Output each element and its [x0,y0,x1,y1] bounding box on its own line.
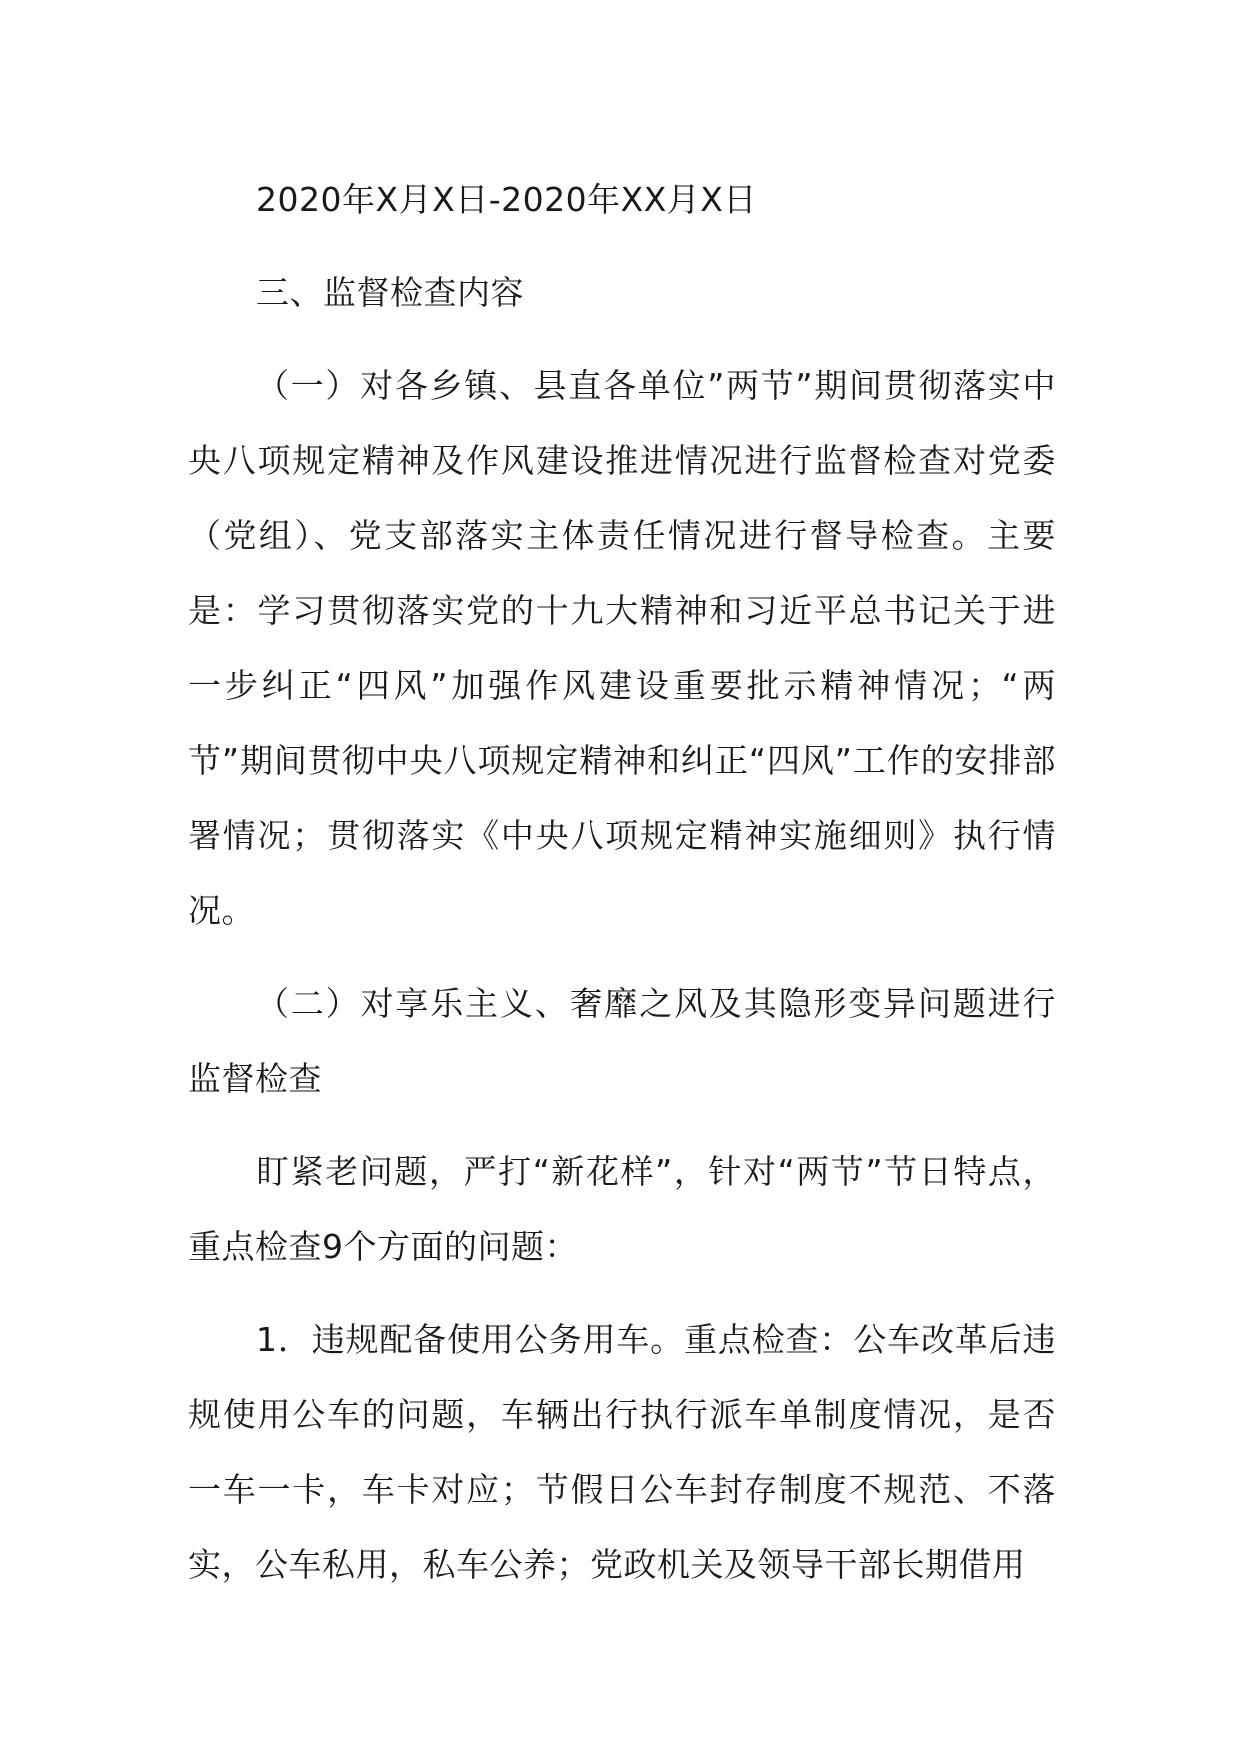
document-body [188,162,1056,1602]
paragraph-point-1: 1．违规配备使用公务用车。重点检查：公车改革后违规使用公车的问题，车辆出行执行派车单制度情况，是否一车一卡，车卡对应；节假日公车封存制度不规范、不落实，公车私用，私车公养；党政机关及领导干部长期借用 [188,1320,1056,1584]
paragraph-item-1: （一）对各乡镇、县直各单位”两节”期间贯彻落实中央八项规定精神及作风建设推进情况进行监督检查对党委（党组）、党支部落实主体责任情况进行督导检查。主要是：学习贯彻落实党的十九大精神和习近平总书记关于进一步纠正“四风”加强作风建设重要批示精神情况；“两节”期间贯彻中央八项规定精神和纠正“四风”工作的安排部署情况；贯彻落实《中央八项规定精神实施细则》执行情况。 [188,366,1056,930]
paragraph-intro: 盯紧老问题，严打“新花样”，针对“两节”节日特点，重点检查9个方面的问题： [188,1152,1056,1266]
paragraph-item-2: （二）对享乐主义、奢靡之风及其隐形变异问题进行监督检查 [188,984,1056,1098]
section-heading: 三、监督检查内容 [256,273,524,312]
date-range-line: 2020年X月X日-2020年XX月X日 [256,180,757,219]
